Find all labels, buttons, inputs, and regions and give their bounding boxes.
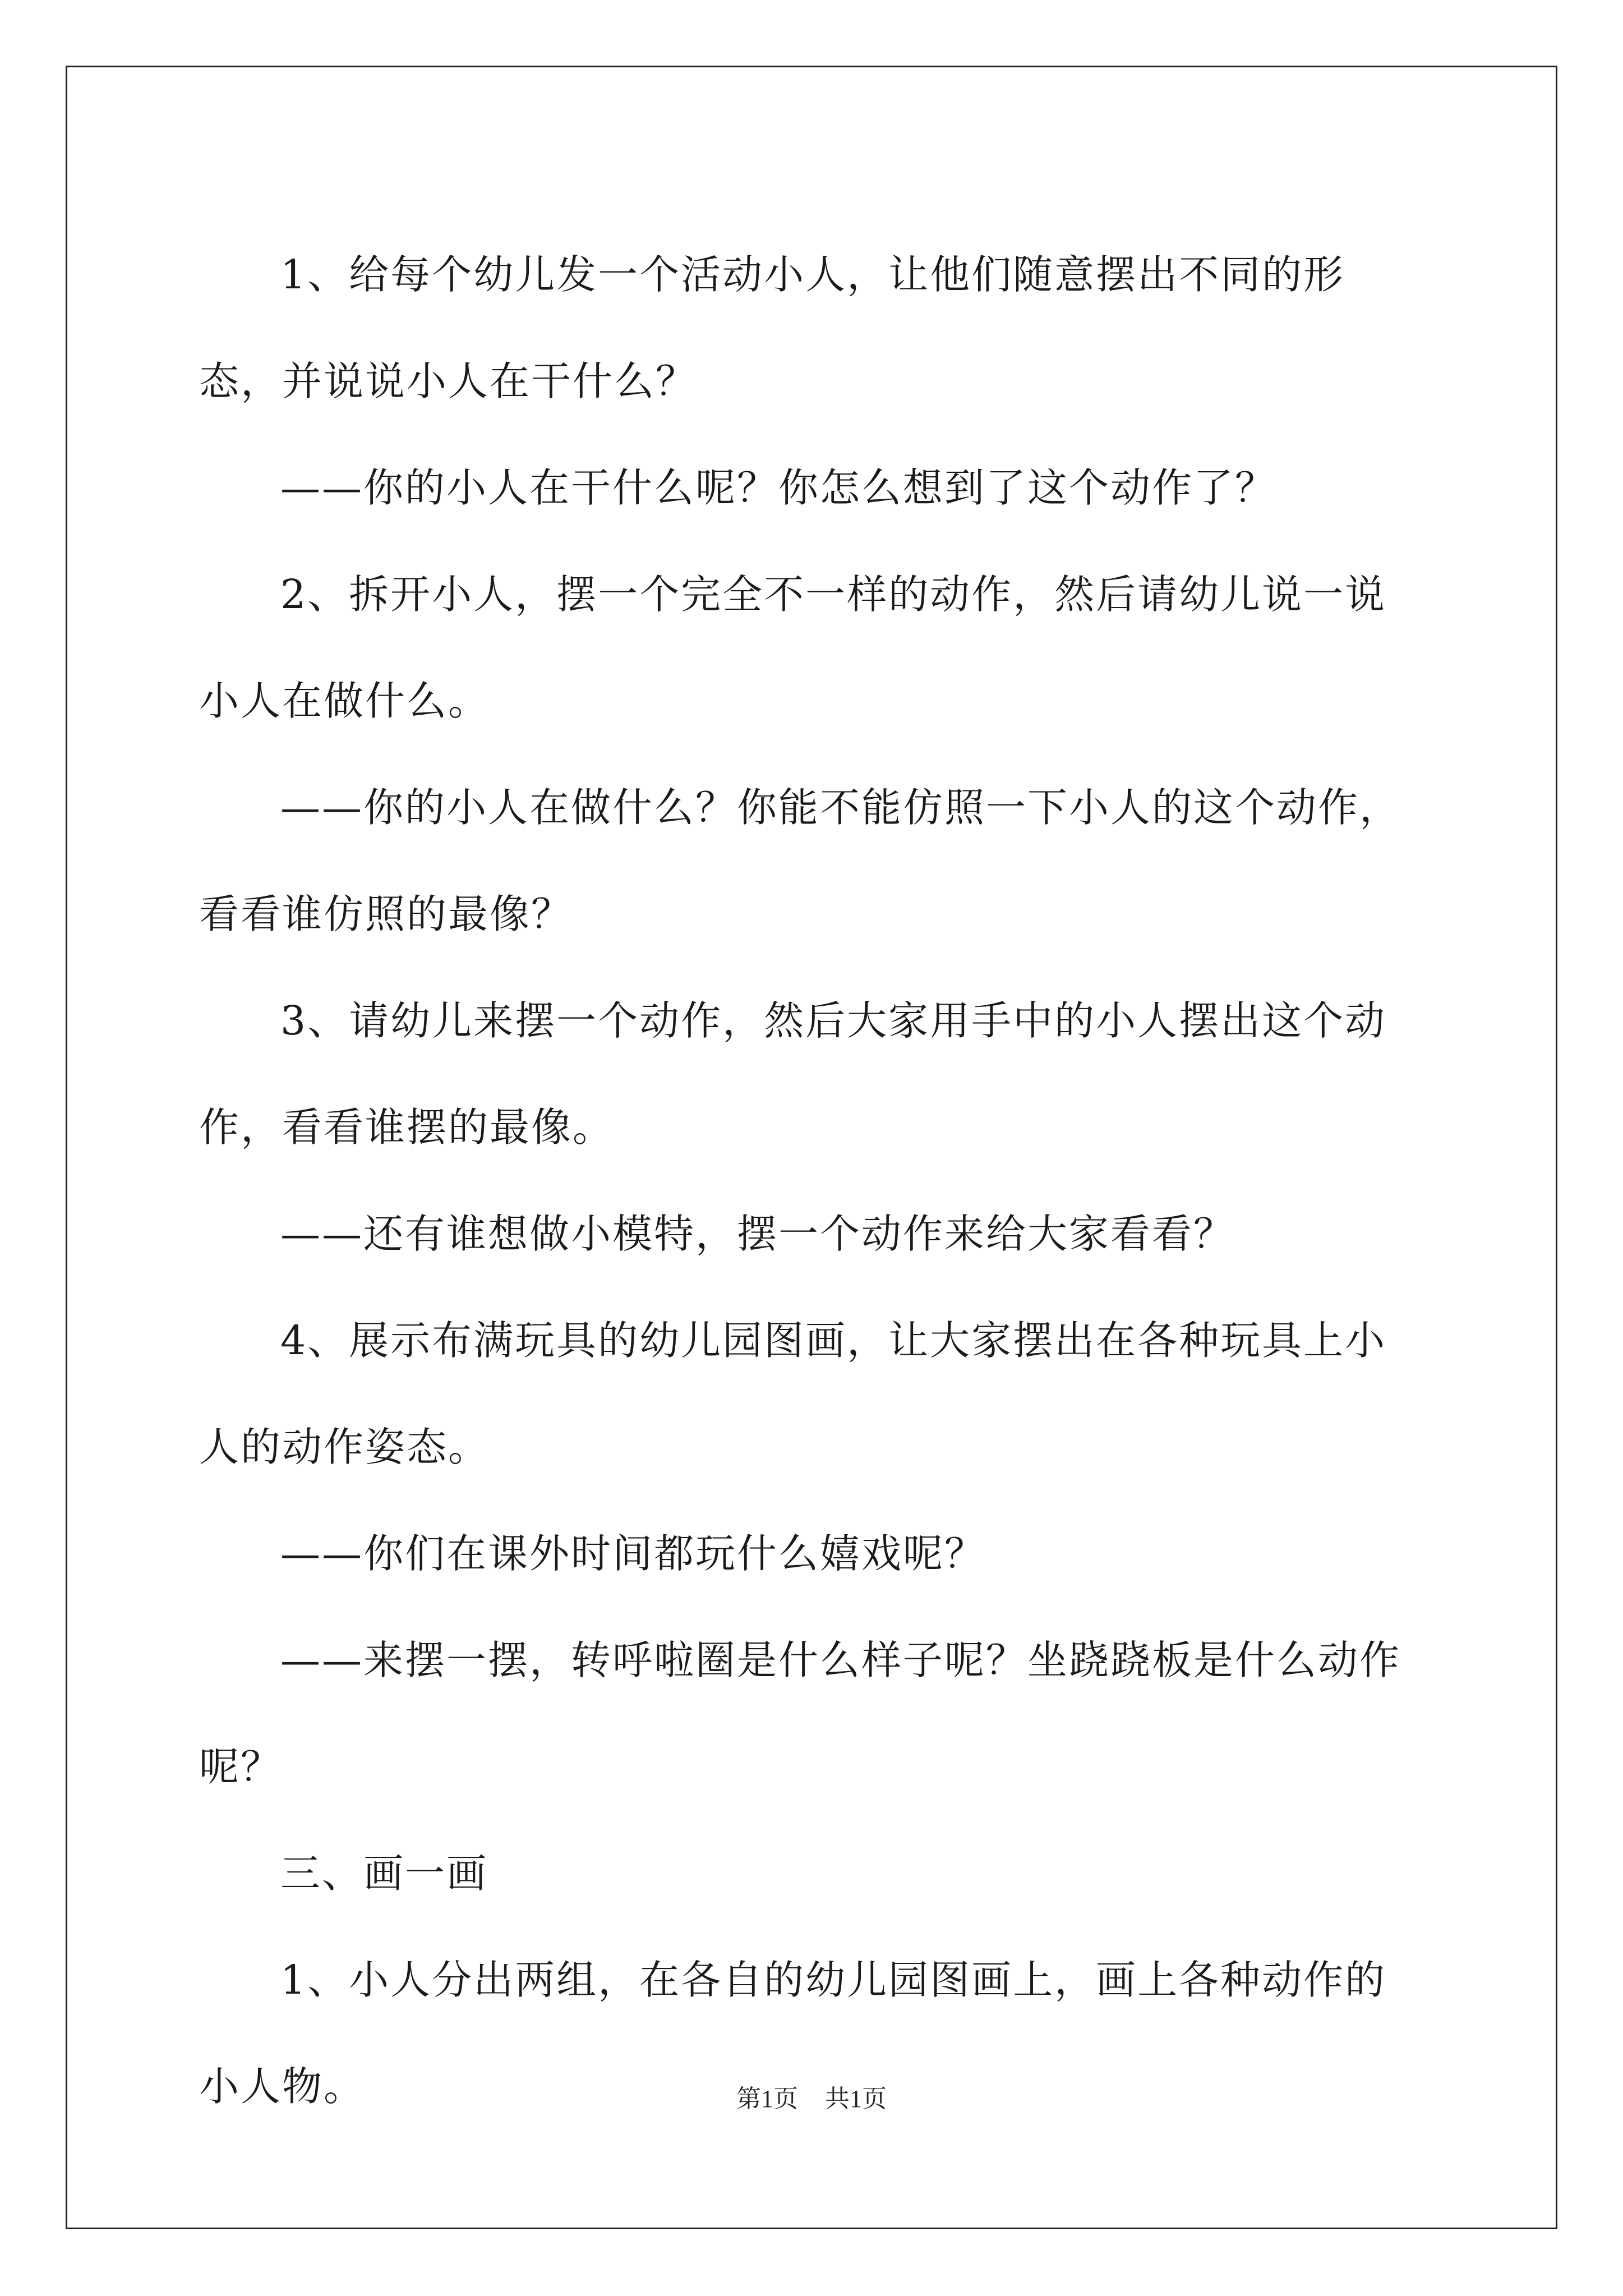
- page-number: 第1页: [736, 2085, 798, 2113]
- paragraph: ——你的小人在做什么？你能不能仿照一下小人的这个动作，看看谁仿照的最像？: [199, 784, 1401, 937]
- document-body: [199, 222, 1424, 2140]
- page-footer: [0, 2078, 1623, 2114]
- paragraph: 1、给每个幼儿发一个活动小人，让他们随意摆出不同的形态，并说说小人在干什么？: [199, 251, 1345, 404]
- paragraph: ——你的小人在干什么呢？你怎么想到了这个动作了？: [280, 464, 1277, 511]
- paragraph: 1、小人分出两组，在各自的幼儿园图画上，画上各种动作的小人物。: [199, 1957, 1387, 2110]
- section-heading: 三、画一画: [280, 1850, 488, 1897]
- paragraph: ——来摆一摆，转呼啦圈是什么样子呢？坐跷跷板是什么动作呢？: [199, 1637, 1401, 1790]
- paragraph: ——还有谁想做小模特，摆一个动作来给大家看看？: [280, 1211, 1235, 1257]
- paragraph: 2、拆开小人，摆一个完全不一样的动作，然后请幼儿说一说小人在做什么。: [199, 571, 1387, 724]
- paragraph: 4、展示布满玩具的幼儿园图画，让大家摆出在各种玩具上小人的动作姿态。: [199, 1317, 1387, 1470]
- page-total: 共1页: [825, 2085, 887, 2113]
- paragraph: 3、请幼儿来摆一个动作，然后大家用手中的小人摆出这个动作，看看谁摆的最像。: [199, 997, 1387, 1151]
- paragraph: ——你们在课外时间都玩什么嬉戏呢？: [280, 1530, 986, 1577]
